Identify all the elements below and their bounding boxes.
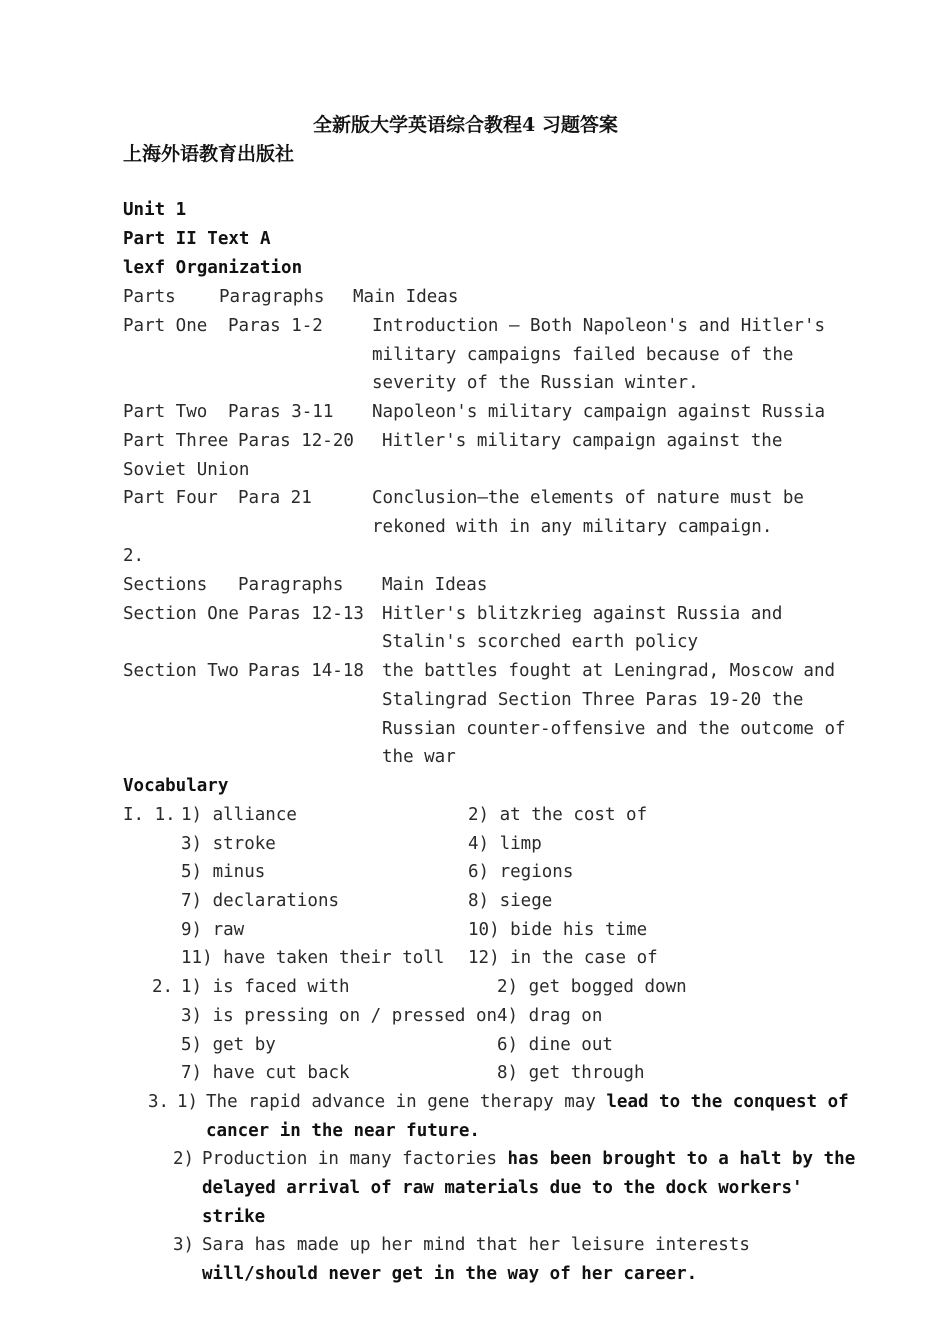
sentence-answer: lead to the conquest of bbox=[606, 1092, 849, 1112]
sentence-answer: strike bbox=[202, 1207, 266, 1227]
vocab-answer: 12) in the case of bbox=[468, 948, 658, 968]
table2-paras: Paras 14-18 bbox=[248, 661, 364, 681]
exercise-1-label: I. 1. bbox=[123, 805, 176, 825]
table1-idea: Conclusion—the elements of nature must be bbox=[372, 488, 804, 508]
table2-idea: Stalingrad Section Three Paras 19-20 the bbox=[382, 690, 804, 710]
vocab-answer: 2) at the cost of bbox=[468, 805, 648, 825]
part-heading: Part II Text A bbox=[123, 229, 271, 249]
vocab-answer: 11) have taken their toll bbox=[181, 948, 445, 968]
table2-paras: Paras 12-13 bbox=[248, 604, 364, 624]
table2-idea: Hitler's blitzkrieg against Russia and bbox=[382, 604, 783, 624]
document-title: 全新版大学英语综合教程4 习题答案 bbox=[313, 114, 618, 136]
organization-heading: lexf Organization bbox=[123, 258, 303, 278]
sentence-answer: delayed arrival of raw materials due to the dock workers' bbox=[202, 1178, 803, 1198]
vocab-answer: 10) bide his time bbox=[468, 920, 648, 940]
sentence-answer: has been brought to a halt by the bbox=[507, 1149, 856, 1169]
table1-idea: Introduction — Both Napoleon's and Hitler's bbox=[372, 316, 826, 336]
table1-part: Part Four bbox=[123, 488, 218, 508]
table1-paras: Paras 1-2 bbox=[228, 316, 323, 336]
table2-number: 2. bbox=[123, 546, 145, 566]
table1-paras: Paras 12-20 bbox=[238, 431, 354, 451]
vocabulary-heading: Vocabulary bbox=[123, 776, 229, 796]
sentence-answer: cancer in the near future. bbox=[206, 1121, 480, 1141]
table2-idea: Stalin's scorched earth policy bbox=[382, 632, 699, 652]
table1-header-main-ideas: Main Ideas bbox=[353, 287, 459, 307]
table1-paras: Para 21 bbox=[238, 488, 312, 508]
table1-idea: severity of the Russian winter. bbox=[372, 373, 699, 393]
vocab-answer: 9) raw bbox=[181, 920, 245, 940]
sentence-number: 3) bbox=[173, 1235, 195, 1255]
sentence-prompt bbox=[206, 1094, 849, 1112]
table2-idea: the battles fought at Leningrad, Moscow and bbox=[382, 661, 836, 681]
sentence-given-text: The rapid advance in gene therapy may bbox=[206, 1092, 607, 1112]
vocab-answer: 5) minus bbox=[181, 862, 266, 882]
vocab-answer: 1) is faced with bbox=[181, 977, 350, 997]
exercise-2-label: 2. bbox=[152, 977, 174, 997]
exercise-3-label: 3. bbox=[148, 1092, 170, 1112]
table1-header-parts: Parts bbox=[123, 287, 176, 307]
table2-section: Section One bbox=[123, 604, 239, 624]
vocab-answer: 1) alliance bbox=[181, 805, 297, 825]
vocab-answer: 8) siege bbox=[468, 891, 553, 911]
vocab-answer: 8) get through bbox=[497, 1063, 645, 1083]
table2-idea: Russian counter-offensive and the outcome of bbox=[382, 719, 846, 739]
sentence-answer: will/should never get in the way of her career. bbox=[202, 1264, 698, 1284]
vocab-answer: 3) stroke bbox=[181, 834, 276, 854]
vocab-answer: 4) limp bbox=[468, 834, 542, 854]
sentence-number: 1) bbox=[177, 1092, 199, 1112]
table1-header-paragraphs: Paragraphs bbox=[219, 287, 325, 307]
table1-part: Part Two bbox=[123, 402, 208, 422]
vocab-answer: 6) regions bbox=[468, 862, 574, 882]
table1-idea: rekoned with in any military campaign. bbox=[372, 517, 773, 537]
table1-part: Part One bbox=[123, 316, 208, 336]
sentence-number: 2) bbox=[173, 1149, 195, 1169]
publisher-name: 上海外语教育出版社 bbox=[123, 143, 295, 165]
vocab-answer: 6) dine out bbox=[497, 1035, 613, 1055]
table2-header-paragraphs: Paragraphs bbox=[238, 575, 344, 595]
sentence-given-text: Sara has made up her mind that her leisure interests bbox=[202, 1235, 750, 1255]
table2-header-main-ideas: Main Ideas bbox=[382, 575, 488, 595]
table1-part: Part Three bbox=[123, 431, 229, 451]
unit-heading: Unit 1 bbox=[123, 200, 187, 220]
vocab-answer: 2) get bogged down bbox=[497, 977, 687, 997]
table1-idea: Hitler's military campaign against the bbox=[382, 431, 783, 451]
table2-section: Section Two bbox=[123, 661, 239, 681]
vocab-answer: 4) drag on bbox=[497, 1006, 603, 1026]
table1-idea: Napoleon's military campaign against Russia bbox=[372, 402, 826, 422]
sentence-prompt bbox=[202, 1151, 855, 1169]
sentence-given-text: Production in many factories bbox=[202, 1149, 508, 1169]
table1-idea: military campaigns failed because of the bbox=[372, 345, 794, 365]
vocab-answer: 5) get by bbox=[181, 1035, 276, 1055]
table1-idea-wrap: Soviet Union bbox=[123, 460, 250, 480]
table1-paras: Paras 3-11 bbox=[228, 402, 334, 422]
vocab-answer: 7) declarations bbox=[181, 891, 340, 911]
vocab-answer: 7) have cut back bbox=[181, 1063, 350, 1083]
vocab-answer: 3) is pressing on / pressed on bbox=[181, 1006, 498, 1026]
table2-idea: the war bbox=[382, 747, 456, 767]
table2-header-sections: Sections bbox=[123, 575, 208, 595]
